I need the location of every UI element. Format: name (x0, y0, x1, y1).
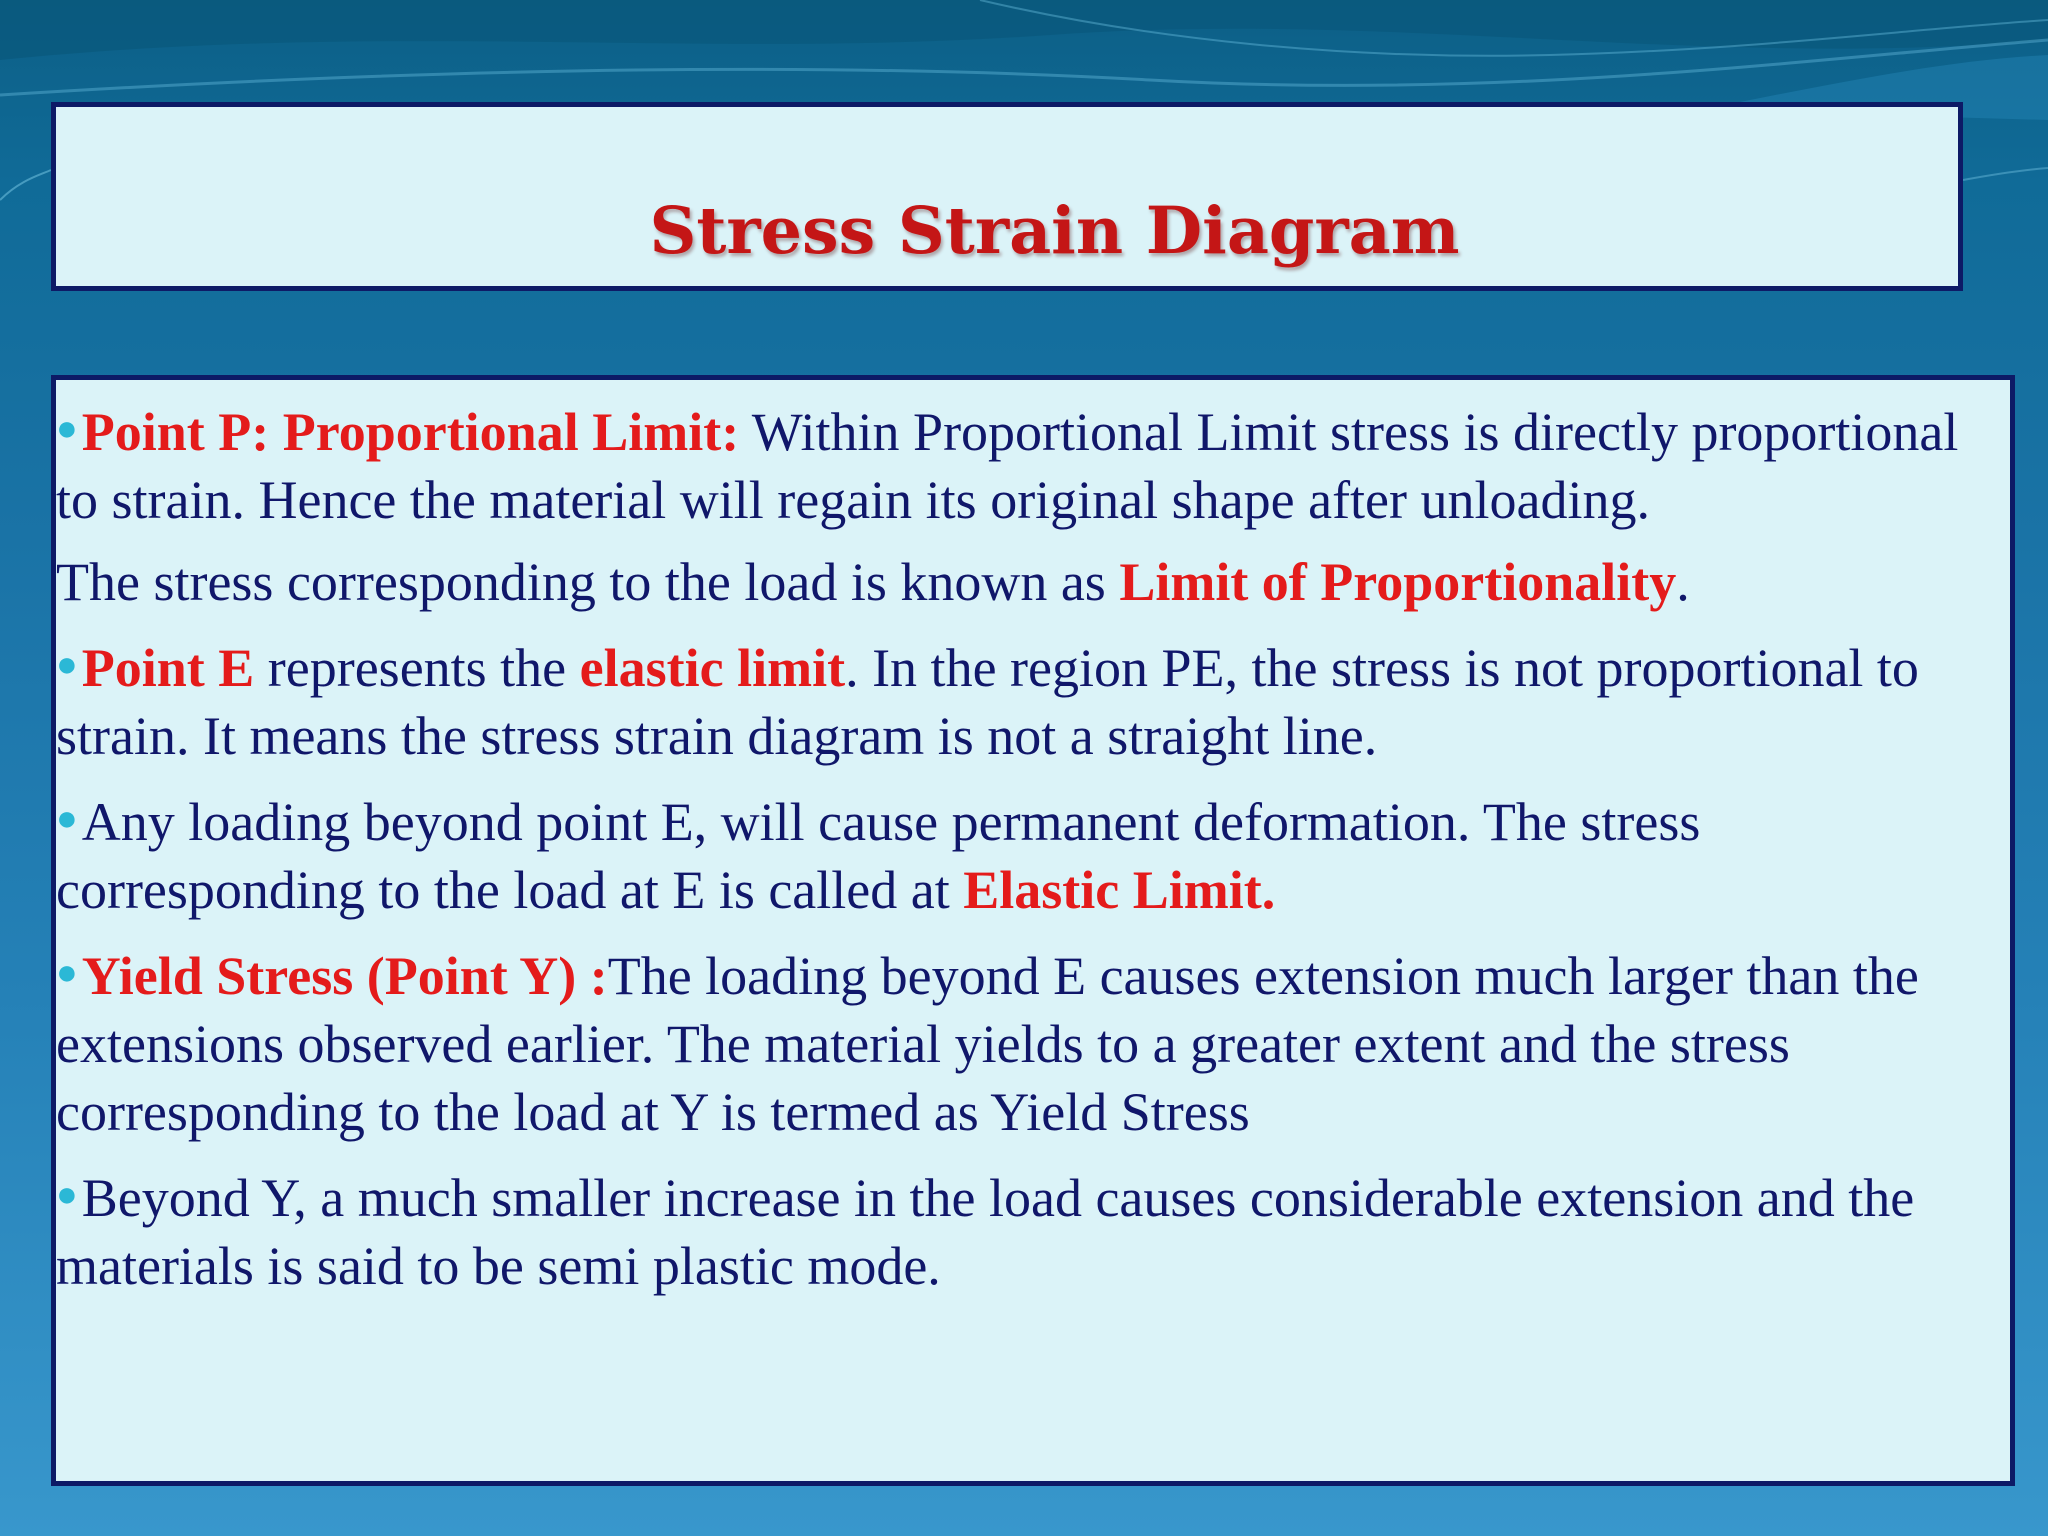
highlighted-term: Limit of Proportionality (1119, 552, 1677, 612)
paragraph-5 (56, 938, 2010, 1146)
body-text: The stress corresponding to the load is known as (56, 552, 1120, 612)
paragraph-4 (56, 784, 2010, 924)
bullet-icon: ● (56, 644, 78, 684)
paragraph-1 (56, 394, 2010, 534)
body-text: . (1676, 552, 1690, 612)
bullet-icon: ● (56, 798, 78, 838)
title-box (51, 102, 1963, 291)
paragraph-3 (56, 630, 2010, 770)
paragraph-2 (56, 548, 2010, 616)
highlighted-term: Elastic Limit. (963, 860, 1276, 920)
content-body (56, 394, 2010, 1314)
highlighted-term: Point P: Proportional Limit: (81, 402, 740, 462)
highlighted-term: Yield Stress (Point Y) : (81, 946, 608, 1006)
body-text: represents the (254, 638, 580, 698)
bullet-icon: ● (56, 1174, 78, 1214)
body-text: The loading beyond E causes extension much larger than the extensions observed earlier. The material yields to a greater extent and the stress corresponding to the load at Y is termed as Yield Stress (56, 946, 1919, 1142)
highlighted-term: Point E (81, 638, 255, 698)
body-text: Any loading beyond point E, will cause permanent deformation. The stress corresponding to the load at E is called at (56, 792, 1701, 920)
bullet-icon: ● (56, 408, 78, 448)
bullet-icon: ● (56, 952, 78, 992)
body-text: . In the region PE, the stress is not proportional to strain. It means the stress strain diagram is not a straight line. (56, 638, 1919, 766)
content-box (51, 375, 2015, 1486)
body-text: Beyond Y, a much smaller increase in the load causes considerable extension and the materials is said to be semi plastic mode. (56, 1168, 1915, 1296)
slide-title: Stress Strain Diagram (649, 193, 1460, 269)
paragraph-6 (56, 1160, 2010, 1300)
highlighted-term: elastic limit (579, 638, 846, 698)
body-text: Within Proportional Limit stress is directly proportional to strain. Hence the material will regain its original shape after unloading. (56, 402, 1959, 530)
